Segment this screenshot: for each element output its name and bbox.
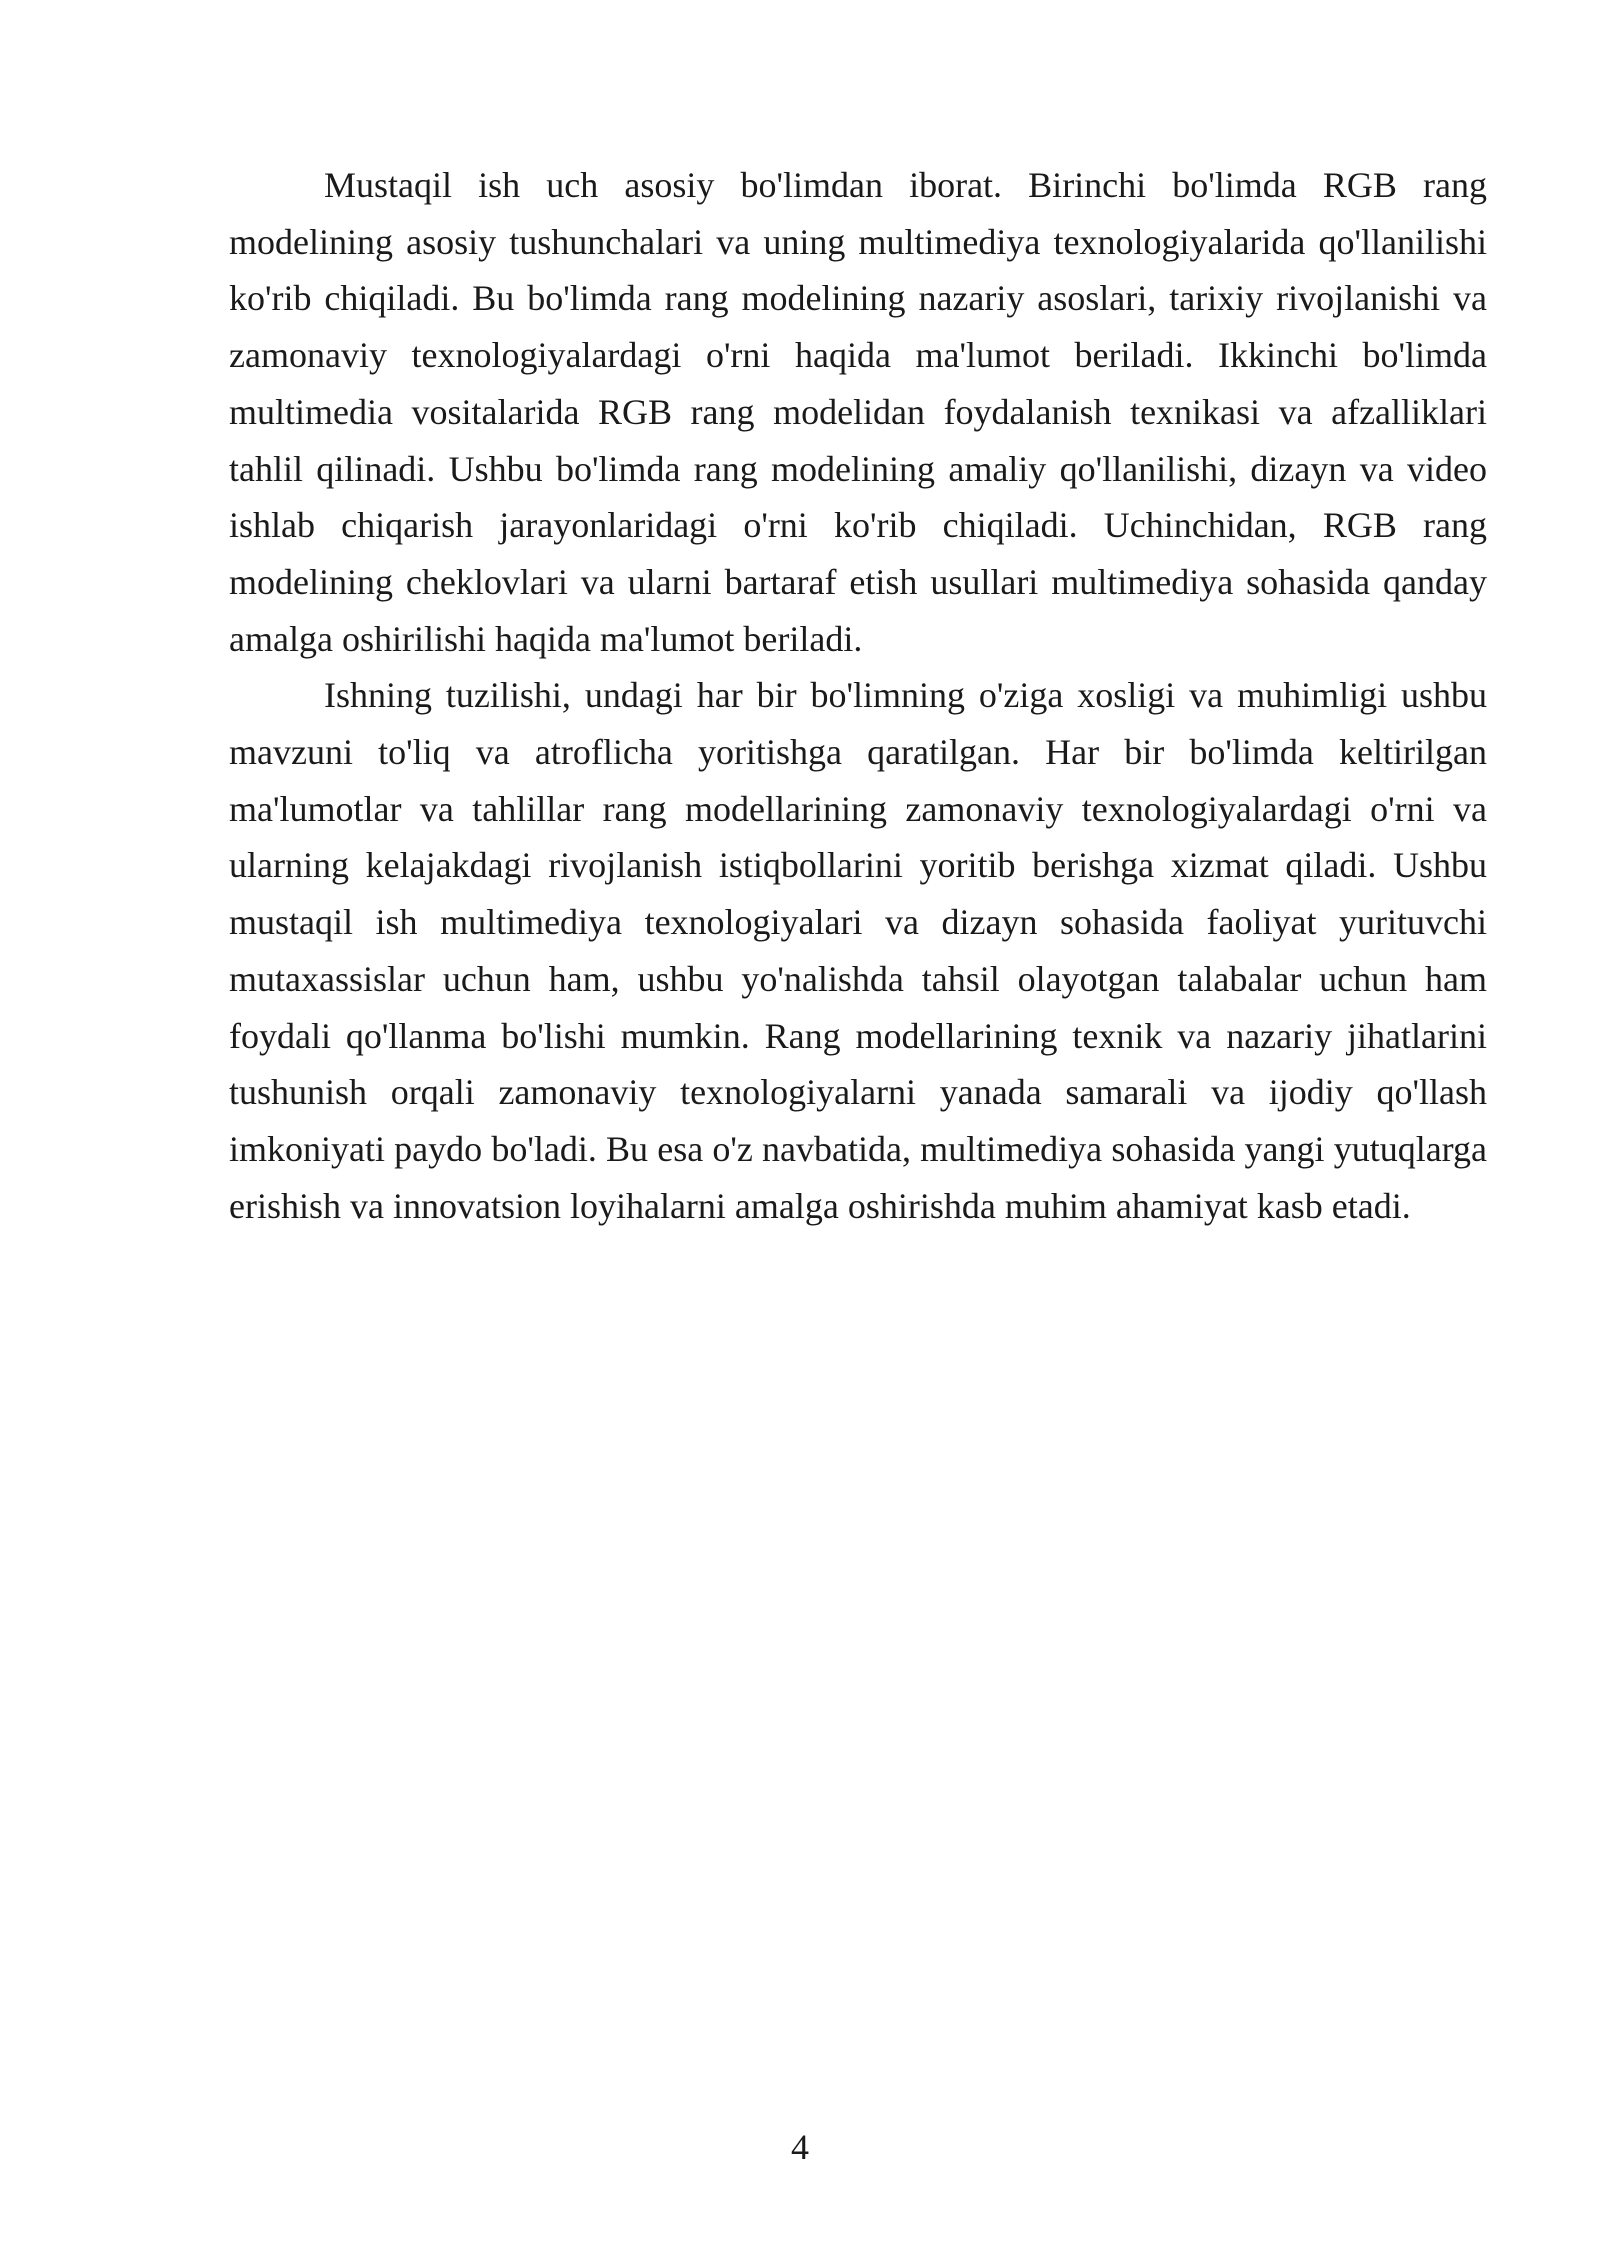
document-body [229, 157, 1487, 1234]
paragraph-1: Mustaqil ish uch asosiy bo'limdan iborat. Birinchi bo'limda RGB rang modelining asosiy tushunchalari va uning multimediya texnologiyalarida qo'llanilishi ko'rib chiqiladi. Bu bo'limda rang modelining nazariy asoslari, tarixiy rivojlanishi va zamonaviy texnologiyalardagi o'rni haqida ma'lumot beriladi. Ikkinchi bo'limda multimedia vositalarida RGB rang modelidan foydalanish texnikasi va afzalliklari tahlil qilinadi. Ushbu bo'limda rang modelining amaliy qo'llanilishi, dizayn va video ishlab chiqarish jarayonlaridagi o'rni ko'rib chiqiladi. Uchinchidan, RGB rang modelining cheklovlari va ularni bartaraf etish usullari multimediya sohasida qanday amalga oshirilishi haqida ma'lumot beriladi. [229, 165, 1487, 659]
page-number: 4 [791, 2127, 809, 2167]
paragraph-2: Ishning tuzilishi, undagi har bir bo'limning o'ziga xosligi va muhimligi ushbu mavzuni to'liq va atroflicha yoritishga qaratilgan. Har bir bo'limda keltirilgan ma'lumotlar va tahlillar rang modellarining zamonaviy texnologiyalardagi o'rni va ularning kelajakdagi rivojlanish istiqbollarini yoritib berishga xizmat qiladi. Ushbu mustaqil ish multimediya texnologiyalari va dizayn sohasida faoliyat yurituvchi mutaxassislar uchun ham, ushbu yo'nalishda tahsil olayotgan talabalar uchun ham foydali qo'llanma bo'lishi mumkin. Rang modellarining texnik va nazariy jihatlarini tushunish orqali zamonaviy texnologiyalarni yanada samarali va ijodiy qo'llash imkoniyati paydo bo'ladi. Bu esa o'z navbatida, multimediya sohasida yangi yutuqlarga erishish va innovatsion loyihalarni amalga oshirishda muhim ahamiyat kasb etadi. [229, 675, 1487, 1226]
